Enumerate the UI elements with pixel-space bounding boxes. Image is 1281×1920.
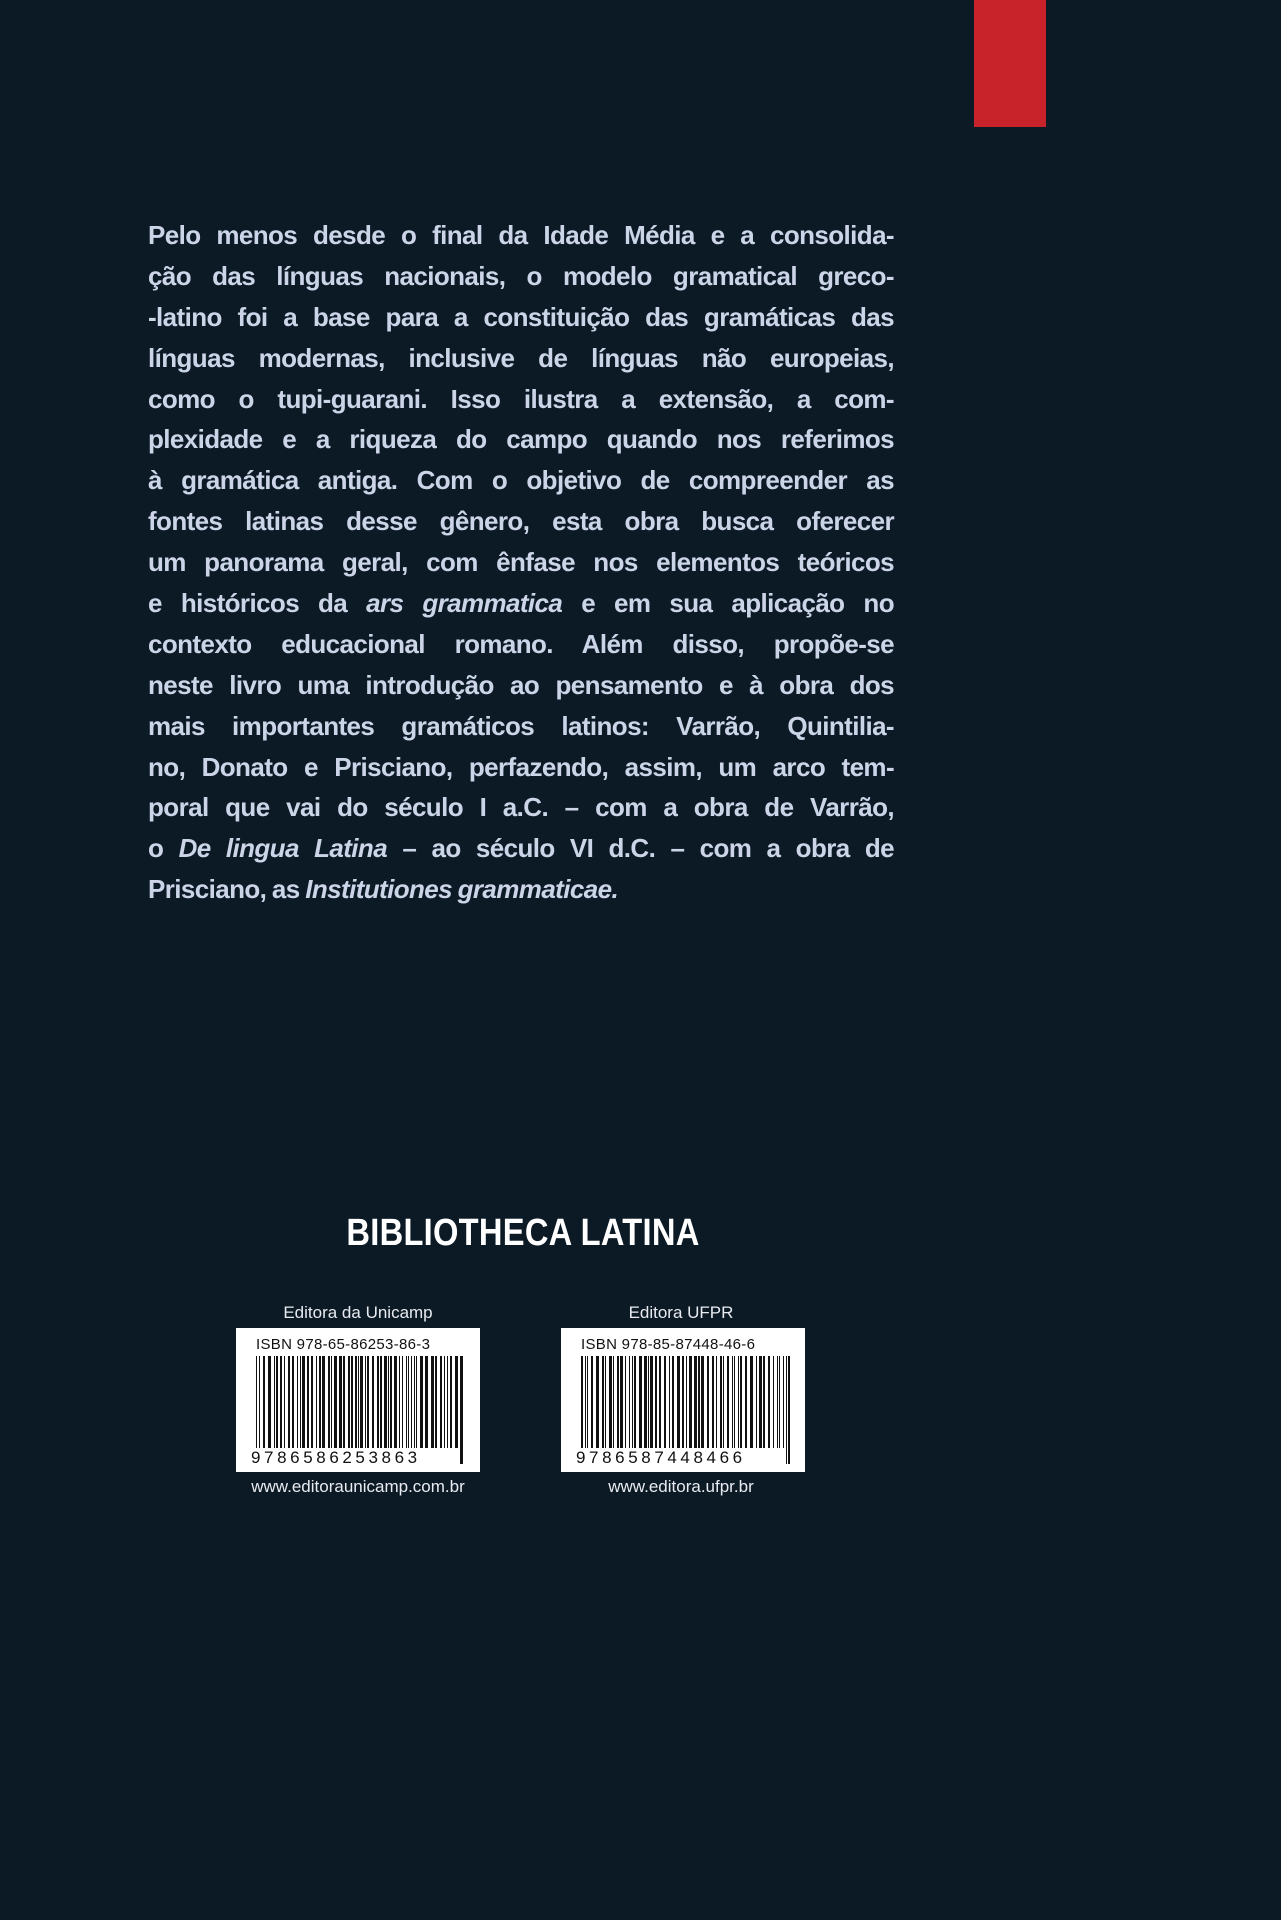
barcode-bar xyxy=(650,1356,653,1448)
barcode-bar xyxy=(620,1356,623,1448)
barcode-bar xyxy=(720,1356,722,1448)
barcode-bar xyxy=(300,1356,301,1448)
barcode-bar xyxy=(777,1356,778,1448)
blurb-line xyxy=(148,828,894,869)
barcode-bar xyxy=(738,1356,739,1448)
blurb-line: línguas modernas, inclusive de línguas não europeias, xyxy=(148,342,894,373)
barcode-unicamp xyxy=(236,1328,480,1472)
publisher-name: Editora da Unicamp xyxy=(283,1303,433,1322)
barcode-bar xyxy=(740,1356,742,1448)
barcode-bar xyxy=(669,1356,670,1448)
barcode-bar xyxy=(672,1356,674,1448)
barcode-bar xyxy=(655,1356,657,1448)
barcode-bar xyxy=(444,1356,445,1448)
barcode-bar xyxy=(322,1356,325,1448)
barcode-bar xyxy=(664,1356,666,1448)
barcode-bar xyxy=(727,1356,729,1448)
barcode-bar xyxy=(351,1356,353,1448)
barcode-bar xyxy=(377,1356,379,1448)
barcode-bar xyxy=(384,1356,387,1448)
barcode-bar xyxy=(367,1356,369,1448)
blurb-line: fontes latinas desse gênero, esta obra busca oferecer xyxy=(148,506,894,537)
red-corner-tab xyxy=(974,0,1046,127)
barcode-bar xyxy=(617,1356,619,1448)
barcode-bar xyxy=(634,1356,636,1448)
barcode-bar xyxy=(399,1356,400,1448)
barcode-bar xyxy=(263,1356,265,1448)
barcode-bar xyxy=(425,1356,428,1448)
barcode-bar xyxy=(639,1356,642,1448)
website-unicamp[interactable]: www.editoraunicamp.com.br xyxy=(251,1477,465,1496)
barcode-bar xyxy=(402,1356,403,1448)
barcode-bar xyxy=(587,1356,588,1448)
barcode-bar xyxy=(734,1356,735,1448)
blurb-italic-title: ars grammatica xyxy=(366,588,563,619)
barcode-bar xyxy=(756,1356,757,1448)
barcode-bar xyxy=(712,1356,714,1448)
barcode-bar xyxy=(613,1356,614,1448)
barcode-bar xyxy=(602,1356,604,1448)
blurb-line: poral que vai do século I a.C. – com a obra de Varrão, xyxy=(148,792,894,823)
barcode-bar xyxy=(394,1356,397,1448)
barcode-bar xyxy=(311,1356,313,1448)
barcode-bar xyxy=(284,1356,285,1448)
blurb-line: mais importantes gramáticos latinos: Varrão, Quintilia- xyxy=(148,710,894,741)
barcode-bar xyxy=(276,1356,278,1448)
barcode-bar xyxy=(648,1356,649,1448)
blurb-line: -latino foi a base para a constituição das gramáticas das xyxy=(148,301,894,332)
barcode-bar xyxy=(380,1356,382,1448)
publisher-ufpr xyxy=(551,1301,811,1325)
barcode-bar xyxy=(348,1356,350,1448)
barcode-bar xyxy=(297,1356,298,1448)
blurb-line: um panorama geral, com ênfase nos elementos teóricos xyxy=(148,547,894,578)
blurb-text: Prisciano, as xyxy=(148,874,306,905)
barcode-bar xyxy=(786,1356,787,1464)
barcode-ufpr xyxy=(561,1328,805,1472)
barcode-bar xyxy=(455,1356,458,1448)
barcode-bar xyxy=(625,1356,626,1448)
barcode-bar xyxy=(365,1356,366,1448)
publisher-name: Editora UFPR xyxy=(628,1303,734,1322)
barcode-bar xyxy=(408,1356,409,1448)
barcode-bar xyxy=(339,1356,342,1448)
barcode-bar xyxy=(331,1356,332,1448)
barcode-digits: 9786587448466 xyxy=(576,1448,746,1467)
blurb-line: contexto educacional romano. Além disso, propõe-se xyxy=(148,628,894,659)
barcode-bar xyxy=(302,1356,305,1448)
isbn-label: ISBN 978-65-86253-86-3 xyxy=(256,1336,431,1353)
barcode-bar xyxy=(307,1356,309,1448)
barcode-bar xyxy=(447,1356,448,1448)
blurb-line: no, Donato e Prisciano, perfazendo, assim, um arco tem- xyxy=(148,751,894,782)
barcode-bar xyxy=(328,1356,330,1448)
barcode-bar xyxy=(723,1356,724,1448)
barcode-bar xyxy=(629,1356,630,1448)
barcode-bar xyxy=(596,1356,599,1448)
barcode-bar xyxy=(745,1356,747,1448)
barcode-bar xyxy=(759,1356,762,1448)
barcode-bar xyxy=(450,1356,452,1448)
blurb-line xyxy=(148,869,894,910)
barcode-digits: 9786586253863 xyxy=(251,1448,421,1467)
publisher-unicamp xyxy=(228,1301,488,1325)
blurb-line: ção das línguas nacionais, o modelo gramatical greco- xyxy=(148,260,894,291)
barcode-bar xyxy=(334,1356,337,1448)
barcode-bar xyxy=(659,1356,661,1448)
barcode-bar xyxy=(435,1356,437,1448)
barcode-bar xyxy=(388,1356,389,1448)
isbn-label: ISBN 978-85-87448-46-6 xyxy=(581,1336,756,1353)
barcode-bar xyxy=(411,1356,412,1448)
barcode-bar xyxy=(390,1356,392,1448)
barcode-bar xyxy=(732,1356,733,1448)
barcode-bar xyxy=(591,1356,593,1448)
barcode-bar xyxy=(698,1356,700,1448)
barcode-bar xyxy=(280,1356,282,1448)
barcode-bar xyxy=(420,1356,423,1448)
barcode-bar xyxy=(682,1356,684,1448)
blurb-line: plexidade e a riqueza do campo quando nos referimos xyxy=(148,424,894,455)
series-title: BIBLIOTHECA LATINA xyxy=(346,1212,700,1254)
barcode-bar xyxy=(292,1356,294,1448)
blurb-line: à gramática antiga. Com o objetivo de compreender as xyxy=(148,465,894,496)
website-ufpr[interactable]: www.editora.ufpr.br xyxy=(608,1477,754,1496)
barcode-bar xyxy=(274,1356,275,1448)
blurb-text: o xyxy=(148,833,179,864)
barcode-bar xyxy=(779,1356,780,1448)
barcode-bar xyxy=(694,1356,697,1448)
barcode-bar xyxy=(644,1356,647,1448)
barcode-bar xyxy=(268,1356,271,1448)
barcode-bar xyxy=(632,1356,633,1448)
blurb-line: como o tupi-guarani. Isso ilustra a extensão, a com- xyxy=(148,383,894,414)
barcode-bar xyxy=(707,1356,709,1448)
barcode-bar xyxy=(316,1356,317,1448)
blurb-line xyxy=(148,583,894,624)
barcode-bar xyxy=(768,1356,770,1448)
barcode-bar xyxy=(288,1356,290,1448)
barcode-bar xyxy=(716,1356,717,1448)
blurb-text: – ao século VI d.C. – com a obra de xyxy=(387,833,895,864)
barcode-bar xyxy=(414,1356,415,1448)
barcode-bar xyxy=(431,1356,434,1448)
barcode-bar xyxy=(701,1356,704,1448)
barcode-bar xyxy=(343,1356,345,1448)
blurb-italic-title: Institutiones grammaticae. xyxy=(305,874,619,905)
barcode-bar xyxy=(416,1356,417,1448)
barcode-bar xyxy=(609,1356,612,1448)
barcode-bar xyxy=(763,1356,765,1448)
barcode-bar xyxy=(783,1356,784,1448)
blurb-line: neste livro uma introdução ao pensamento e à obra dos xyxy=(148,669,894,700)
barcode-bar xyxy=(750,1356,753,1448)
barcode-bar xyxy=(605,1356,606,1448)
barcode-bar xyxy=(788,1356,790,1464)
barcode-bar xyxy=(355,1356,357,1448)
blurb-text: e em sua aplicação no xyxy=(562,588,894,619)
barcode-bar xyxy=(773,1356,774,1448)
barcode-bar xyxy=(677,1356,680,1448)
blurb-text: e históricos da xyxy=(148,588,367,619)
blurb-italic-title: De lingua Latina xyxy=(178,833,388,864)
barcode-bar xyxy=(440,1356,442,1448)
back-cover-blurb xyxy=(148,215,894,910)
blurb-line: Pelo menos desde o final da Idade Média e a consolida- xyxy=(148,220,894,250)
barcode-bar xyxy=(319,1356,321,1448)
barcode-bar xyxy=(372,1356,374,1448)
barcode-bar xyxy=(406,1356,407,1448)
barcode-bar xyxy=(460,1356,463,1464)
